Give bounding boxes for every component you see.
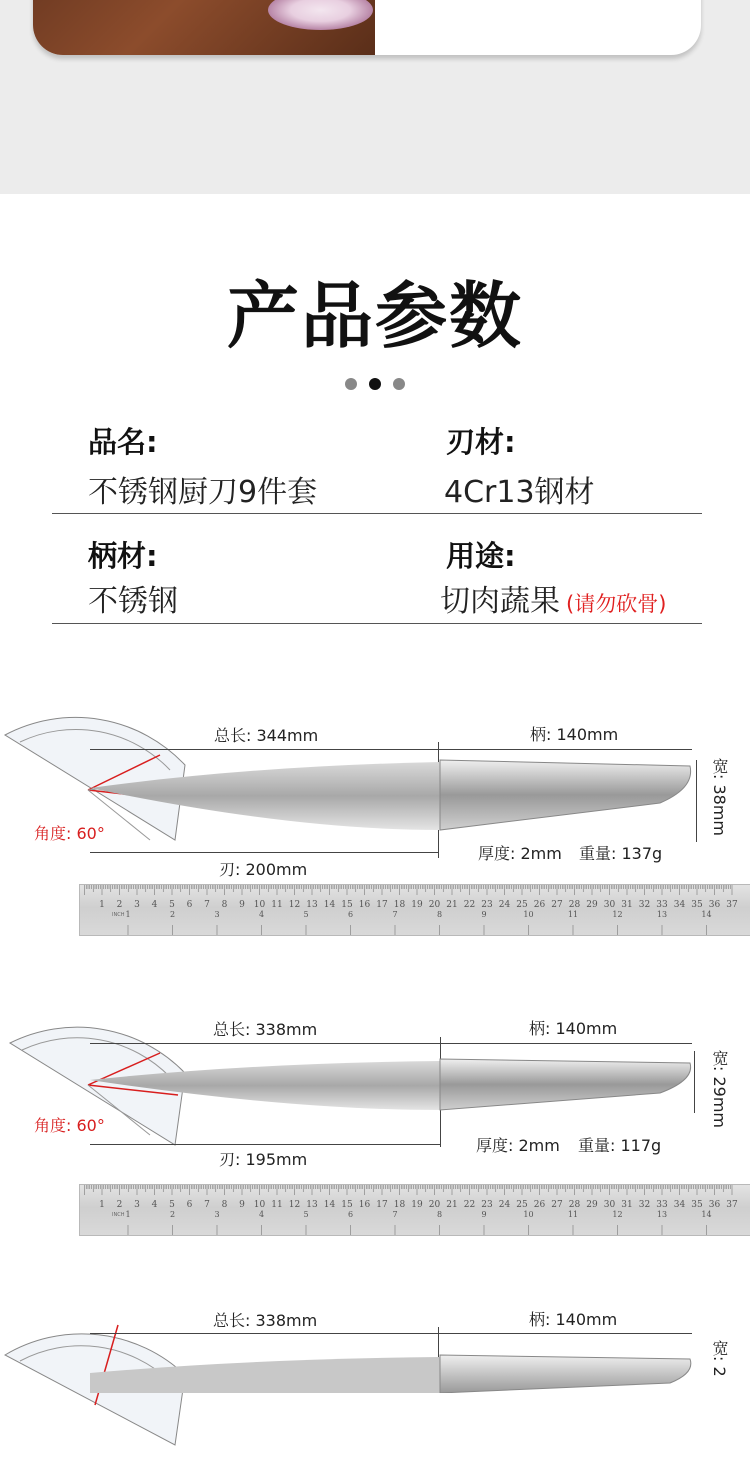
ruler-cm-label: 23 bbox=[481, 900, 493, 910]
width-dim-line bbox=[694, 1051, 695, 1113]
ruler-inch-label: 8 bbox=[436, 910, 443, 919]
total-length: 总长: 338mm bbox=[213, 1020, 318, 1039]
ruler-cm-label: 22 bbox=[463, 1200, 476, 1210]
ruler-1 bbox=[79, 884, 750, 936]
ruler-inch-label: 10 bbox=[523, 910, 534, 919]
ruler-inch-label: 13 bbox=[656, 1210, 668, 1219]
ruler-cm-label: 36 bbox=[708, 900, 721, 910]
ruler-cm-label: 35 bbox=[691, 900, 703, 910]
thickness: 厚度: 2mm bbox=[476, 1136, 560, 1155]
ruler-cm-label: 32 bbox=[638, 900, 651, 910]
name-label: 品名: bbox=[88, 425, 158, 459]
ruler-2 bbox=[79, 1184, 750, 1236]
ruler-cm-label: 3 bbox=[134, 1200, 140, 1210]
angle: 角度: 60° bbox=[34, 1116, 105, 1135]
ruler-cm-label: 6 bbox=[186, 1200, 193, 1210]
ruler-cm-label: 27 bbox=[551, 900, 563, 910]
ruler-cm-label: 29 bbox=[586, 900, 598, 910]
ruler-cm-label: 2 bbox=[116, 1200, 123, 1210]
ruler-cm-label: 13 bbox=[306, 1200, 318, 1210]
ruler-cm-label: 10 bbox=[253, 1200, 266, 1210]
divider-2 bbox=[52, 623, 702, 624]
ruler-cm-label: 28 bbox=[568, 900, 581, 910]
product-banner bbox=[33, 0, 701, 55]
blade-width: 宽: 38mm bbox=[710, 758, 729, 837]
ruler-cm-label: 17 bbox=[376, 1200, 388, 1210]
dot-2-active[interactable] bbox=[369, 378, 381, 390]
ruler-cm-label: 10 bbox=[253, 900, 266, 910]
ruler-inch-label: 11 bbox=[567, 910, 579, 919]
ruler-cm-label: 9 bbox=[239, 1200, 245, 1210]
banner-photo bbox=[33, 0, 375, 55]
ruler-cm-label: 37 bbox=[726, 900, 738, 910]
ruler-inch-label: 1 bbox=[125, 910, 131, 919]
knife-3 bbox=[0, 1295, 750, 1384]
handle-label: 柄材: bbox=[88, 539, 158, 573]
knife-image bbox=[90, 1353, 700, 1393]
ruler-inch-label: 5 bbox=[303, 910, 309, 919]
ruler-cm-label: 19 bbox=[411, 900, 423, 910]
ruler-scale bbox=[80, 1185, 750, 1235]
handle-value: 不锈钢 bbox=[88, 584, 178, 619]
dot-1[interactable] bbox=[345, 378, 357, 390]
ruler-inch-label: 13 bbox=[656, 910, 668, 919]
ruler-inch-label: 3 bbox=[214, 910, 220, 919]
ruler-inch-label: 11 bbox=[567, 1210, 579, 1219]
weight: 重量: 137g bbox=[579, 844, 663, 863]
section-title: 产品参数 bbox=[226, 273, 523, 358]
ruler-cm-label: 21 bbox=[446, 900, 458, 910]
total-length: 总长: 338mm bbox=[213, 1311, 318, 1330]
ruler-cm-label: 24 bbox=[498, 900, 511, 910]
ruler-cm-label: 18 bbox=[393, 900, 406, 910]
ruler-cm-label: 33 bbox=[656, 1200, 668, 1210]
ruler-cm-label: 26 bbox=[533, 900, 546, 910]
ruler-cm-label: 22 bbox=[463, 900, 476, 910]
usage-label: 用途: bbox=[446, 539, 516, 573]
knife-image bbox=[90, 1055, 700, 1115]
ruler-cm-label: 1 bbox=[99, 1200, 105, 1210]
ruler-scale bbox=[80, 885, 750, 935]
ruler-cm-label: 35 bbox=[691, 1200, 703, 1210]
ruler-inch-label: 6 bbox=[347, 1210, 354, 1219]
ruler-cm-label: 7 bbox=[204, 1200, 210, 1210]
usage-note: (请勿砍骨) bbox=[566, 592, 667, 616]
ruler-inch-label: 7 bbox=[392, 1210, 398, 1219]
ruler-cm-label: 8 bbox=[221, 1200, 228, 1210]
ruler-inch-label: 4 bbox=[258, 910, 265, 919]
ruler-cm-label: 4 bbox=[151, 1200, 158, 1210]
ruler-inch-label: 4 bbox=[258, 1210, 265, 1219]
ruler-cm-label: 15 bbox=[341, 1200, 353, 1210]
onion-image bbox=[268, 0, 373, 30]
ruler-cm-label: 14 bbox=[323, 1200, 336, 1210]
total-dim-line bbox=[90, 1333, 692, 1334]
carousel-dots bbox=[0, 375, 750, 394]
ruler-cm-label: 1 bbox=[99, 900, 105, 910]
weight: 重量: 117g bbox=[578, 1136, 662, 1155]
ruler-inch-label: 2 bbox=[169, 1210, 176, 1219]
total-length: 总长: 344mm bbox=[214, 726, 319, 745]
ruler-cm-label: 4 bbox=[151, 900, 158, 910]
ruler-inch-label: 14 bbox=[701, 1210, 712, 1219]
ruler-cm-label: 11 bbox=[271, 900, 283, 910]
ruler-cm-label: 3 bbox=[134, 900, 140, 910]
ruler-inch-label: 2 bbox=[169, 910, 176, 919]
ruler-cm-label: 6 bbox=[186, 900, 193, 910]
ruler-cm-label: 37 bbox=[726, 1200, 738, 1210]
ruler-cm-label: 8 bbox=[221, 900, 228, 910]
ruler-cm-label: 24 bbox=[498, 1200, 511, 1210]
ruler-cm-label: 15 bbox=[341, 900, 353, 910]
ruler-cm-label: 31 bbox=[621, 1200, 633, 1210]
ruler-inch-label: 6 bbox=[347, 910, 354, 919]
ruler-inch-label: 8 bbox=[436, 1210, 443, 1219]
ruler-cm-label: 5 bbox=[169, 900, 175, 910]
handle-length: 柄: 140mm bbox=[529, 1019, 618, 1038]
ruler-cm-label: 13 bbox=[306, 900, 318, 910]
ruler-cm-label: 34 bbox=[673, 900, 686, 910]
ruler-inch-label: 5 bbox=[303, 1210, 309, 1219]
blade-width: 宽: 29mm bbox=[710, 1050, 729, 1129]
ruler-cm-label: 30 bbox=[603, 1200, 616, 1210]
ruler-cm-label: 36 bbox=[708, 1200, 721, 1210]
ruler-inch-label: 12 bbox=[612, 1210, 623, 1219]
usage-value: 切肉蔬果 bbox=[440, 584, 560, 619]
ruler-cm-label: 16 bbox=[358, 1200, 371, 1210]
ruler-cm-label: 7 bbox=[204, 900, 210, 910]
ruler-cm-label: 16 bbox=[358, 900, 371, 910]
ruler-cm-label: 31 bbox=[621, 900, 633, 910]
ruler-inch-label: 1 bbox=[125, 1210, 131, 1219]
blade-width: 宽: 2 bbox=[710, 1340, 729, 1377]
blade-label: 刃材: bbox=[446, 425, 516, 459]
ruler-inch-label: 12 bbox=[612, 910, 623, 919]
ruler-cm-label: 5 bbox=[169, 1200, 175, 1210]
ruler-cm-label: 14 bbox=[323, 900, 336, 910]
ruler-unit-label: INCH bbox=[112, 912, 125, 918]
ruler-inch-label: 9 bbox=[481, 1210, 487, 1219]
ruler-cm-label: 9 bbox=[239, 900, 245, 910]
ruler-cm-label: 30 bbox=[603, 900, 616, 910]
ruler-cm-label: 12 bbox=[288, 900, 301, 910]
ruler-unit-label: INCH bbox=[112, 1212, 125, 1218]
ruler-inch-label: 3 bbox=[214, 1210, 220, 1219]
ruler-cm-label: 26 bbox=[533, 1200, 546, 1210]
ruler-cm-label: 2 bbox=[116, 900, 123, 910]
ruler-cm-label: 20 bbox=[428, 1200, 441, 1210]
ruler-cm-label: 32 bbox=[638, 1200, 651, 1210]
dot-3[interactable] bbox=[393, 378, 405, 390]
ruler-cm-label: 29 bbox=[586, 1200, 598, 1210]
ruler-cm-label: 21 bbox=[446, 1200, 458, 1210]
total-dim-line bbox=[90, 749, 692, 750]
ruler-cm-label: 19 bbox=[411, 1200, 423, 1210]
knife-image bbox=[90, 758, 700, 838]
ruler-cm-label: 23 bbox=[481, 1200, 493, 1210]
blade-length: 刃: 200mm bbox=[219, 860, 308, 879]
blade-length: 刃: 195mm bbox=[219, 1150, 308, 1169]
handle-length: 柄: 140mm bbox=[530, 725, 619, 744]
ruler-cm-label: 34 bbox=[673, 1200, 686, 1210]
ruler-cm-label: 20 bbox=[428, 900, 441, 910]
blade-value: 4Cr13钢材 bbox=[444, 475, 595, 510]
usage-value-wrap bbox=[440, 576, 666, 620]
ruler-cm-label: 33 bbox=[656, 900, 668, 910]
ruler-cm-label: 27 bbox=[551, 1200, 563, 1210]
ruler-cm-label: 28 bbox=[568, 1200, 581, 1210]
thickness: 厚度: 2mm bbox=[478, 844, 562, 863]
ruler-inch-label: 10 bbox=[523, 1210, 534, 1219]
ruler-inch-label: 14 bbox=[701, 910, 712, 919]
ruler-cm-label: 12 bbox=[288, 1200, 301, 1210]
ruler-cm-label: 11 bbox=[271, 1200, 283, 1210]
name-value: 不锈钢厨刀9件套 bbox=[88, 475, 318, 510]
blade-dim-line bbox=[90, 1144, 441, 1145]
ruler-cm-label: 25 bbox=[516, 1200, 528, 1210]
total-dim-line bbox=[90, 1043, 692, 1044]
ruler-cm-label: 17 bbox=[376, 900, 388, 910]
width-dim-line bbox=[696, 760, 697, 842]
divider-1 bbox=[52, 513, 702, 514]
blade-dim-line bbox=[90, 852, 439, 853]
ruler-inch-label: 7 bbox=[392, 910, 398, 919]
handle-length: 柄: 140mm bbox=[529, 1310, 618, 1329]
ruler-cm-label: 25 bbox=[516, 900, 528, 910]
angle: 角度: 60° bbox=[34, 824, 105, 843]
ruler-cm-label: 18 bbox=[393, 1200, 406, 1210]
ruler-inch-label: 9 bbox=[481, 910, 487, 919]
